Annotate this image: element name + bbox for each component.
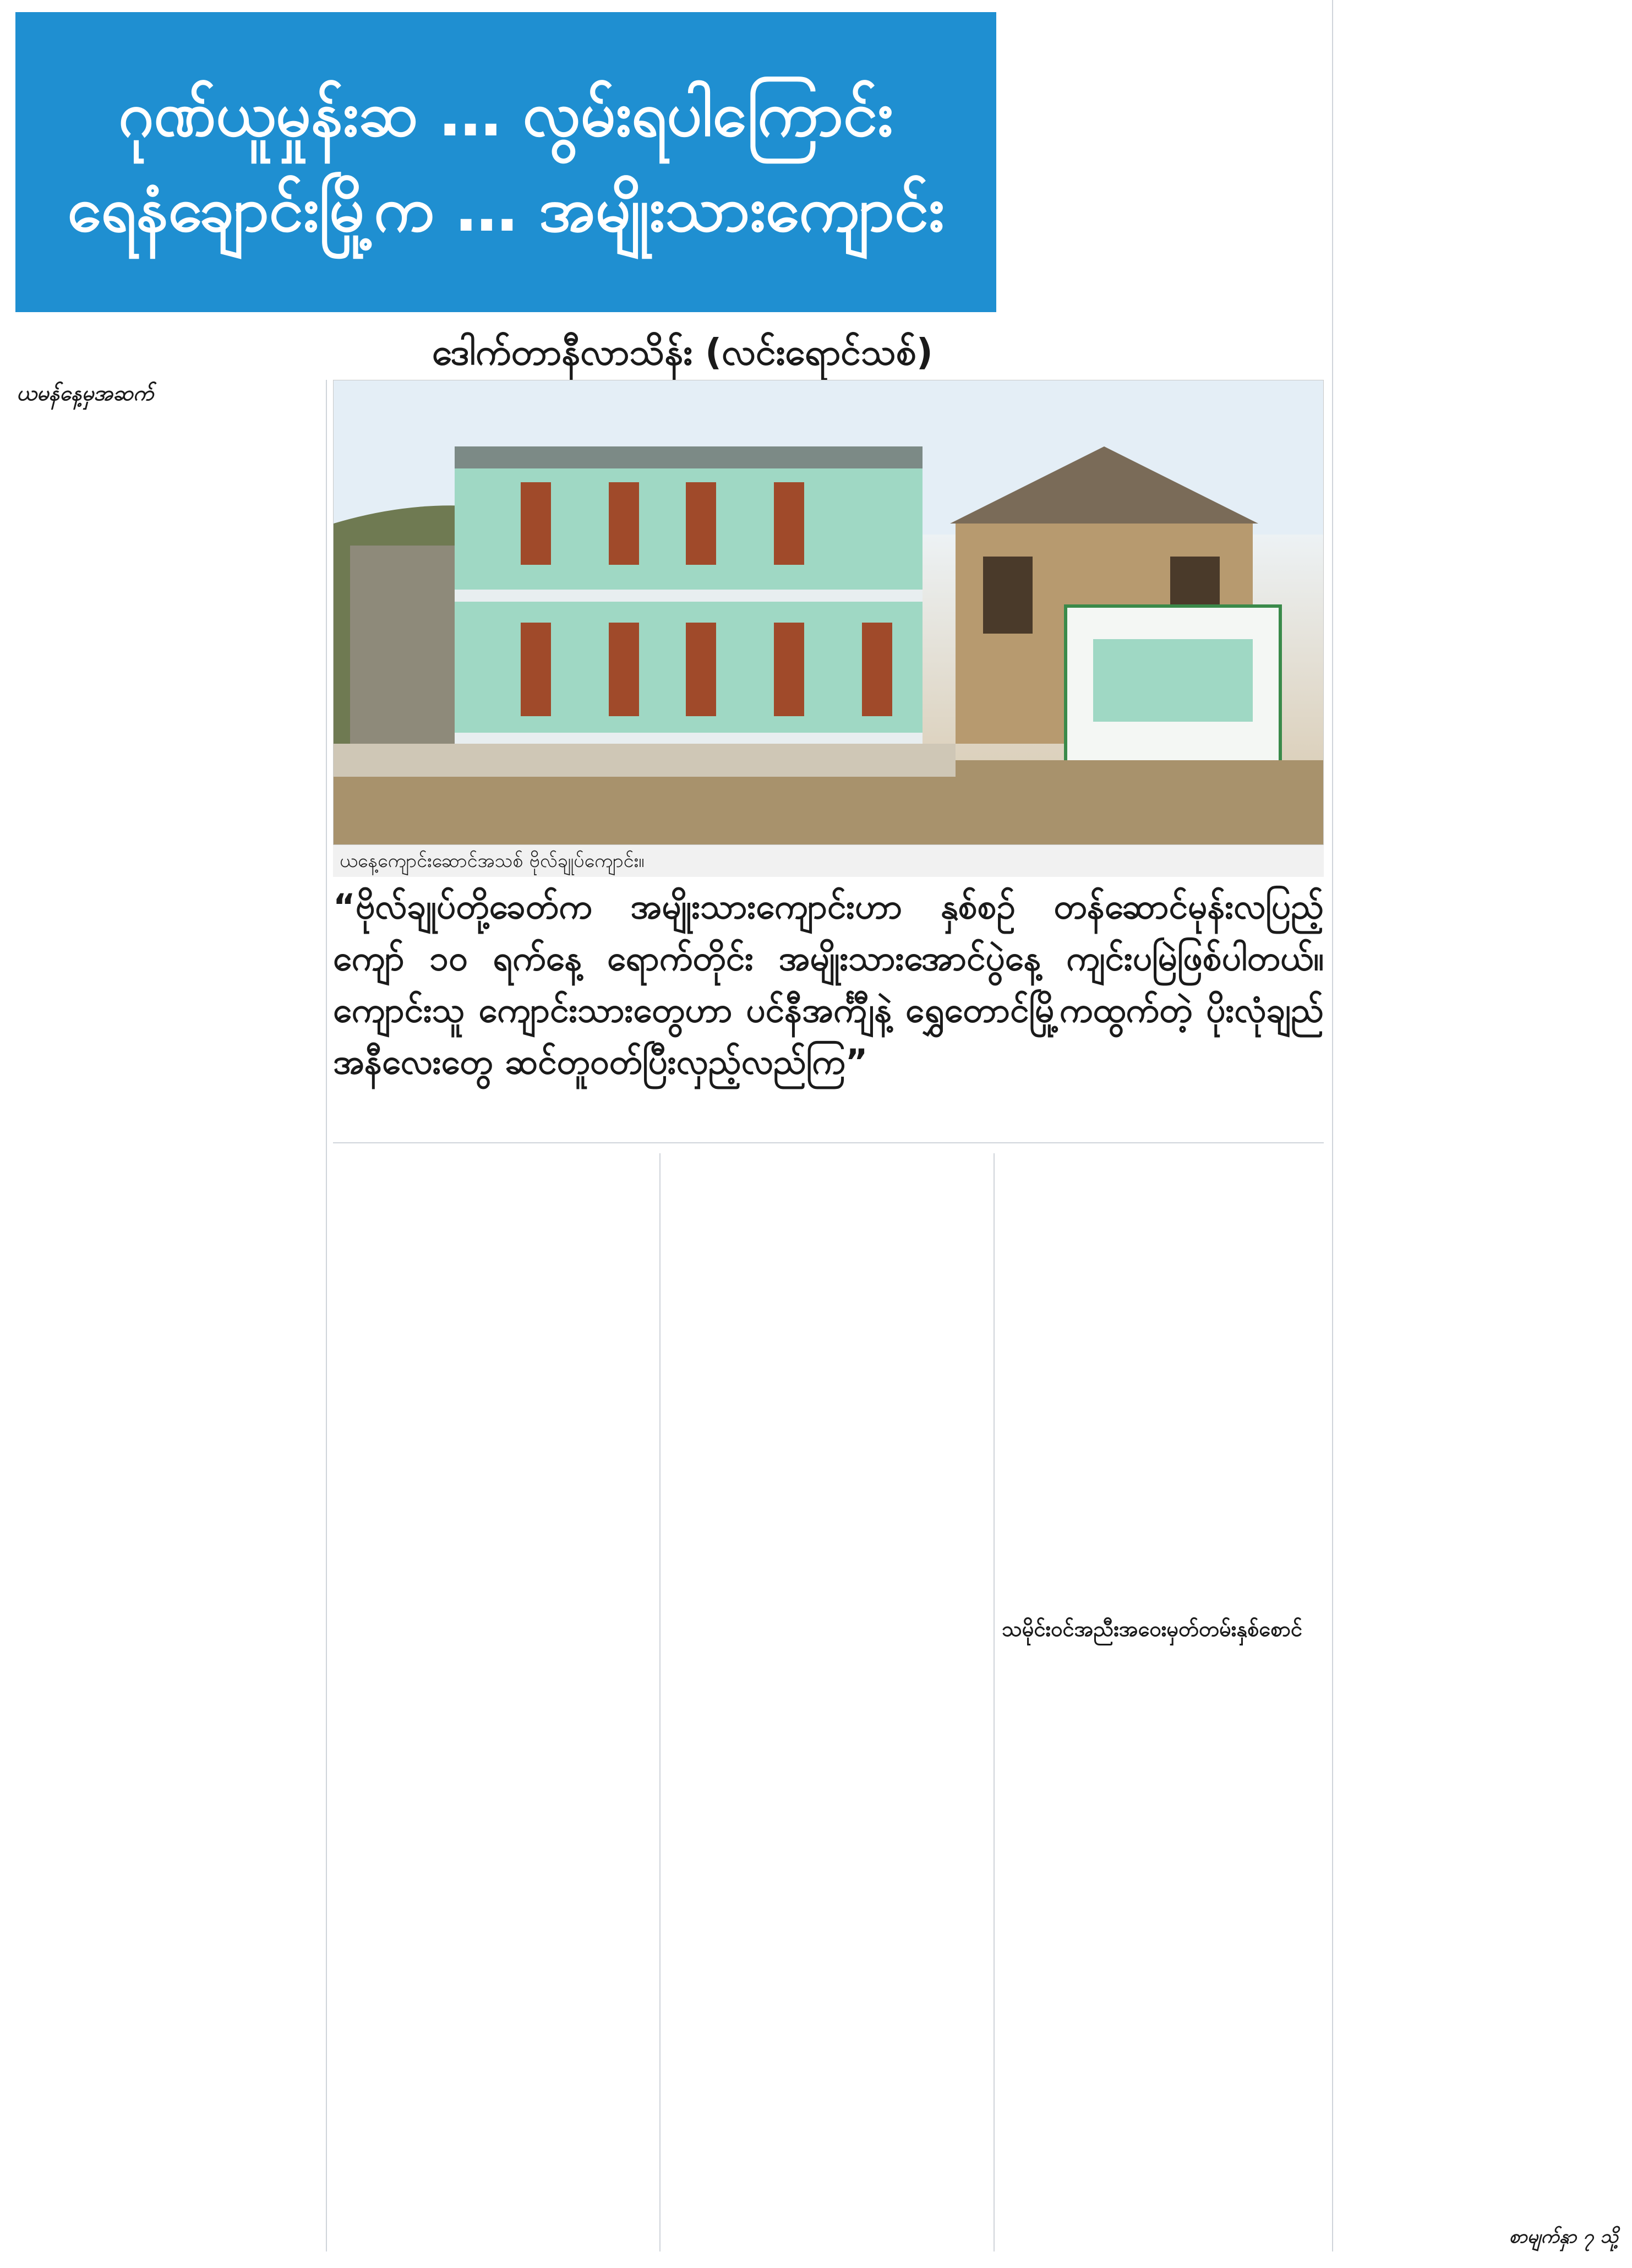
section-heading: ယမန်နေ့မှအဆက်: [17, 381, 154, 405]
column-divider: [659, 1153, 661, 2251]
left-column-text: [17, 410, 322, 2251]
headline-line-2: ရေနံချောင်းမြို့က … အမျိုးသားကျောင်း: [67, 173, 945, 246]
school-photo: [333, 380, 1324, 845]
continued-on-page: စာမျက်နှာ ၇ သို့: [1509, 2226, 1618, 2248]
middle-column-a-text: [333, 1153, 652, 2251]
middle-column-c-text: [1002, 1153, 1324, 1605]
photo-caption: ယနေ့ကျောင်းဆောင်အသစ် ဗိုလ်ချုပ်ကျောင်း။: [333, 845, 1324, 877]
middle-column-c-lower-text: [1002, 1654, 1324, 2251]
headline-banner: [15, 12, 996, 312]
column-divider: [994, 1153, 995, 2251]
column-divider: [1332, 0, 1333, 2251]
school-building-illustration: [334, 380, 1324, 845]
right-column-top-text: [1340, 14, 1618, 1473]
quote-divider: [333, 1142, 1324, 1143]
subheading: သမိုင်းဝင်အညီးအဝေးမှတ်တမ်းနှစ်စောင်: [1002, 1617, 1303, 1641]
pull-quote: “ဗိုလ်ချုပ်တို့ခေတ်က အမျိုးသားကျောင်းဟာ နှစ်စဉ် တန်ဆောင်မုန်းလပြည့် ကျော် ၁၀ ရက်နေ့ ရောက်တိုင်း အမျိုးသားအောင်ပွဲနေ့ ကျင်းပမြဲဖြစ်ပါတယ်။ ကျောင်းသူ ကျောင်းသားတွေဟာ ပင်နီအင်္ကျီနဲ့ ရွှေတောင်မြို့ကထွက်တဲ့ ပိုးလုံချည်အနီလေးတွေ ဆင်တူဝတ်ပြီးလှည့်လည်ကြ”: [333, 886, 1324, 1082]
right-column-bottom-text: [1340, 1481, 1618, 2218]
column-divider: [326, 380, 327, 2251]
byline: ဒေါက်တာနီလာသိန်း (လင်းရောင်သစ်): [432, 331, 933, 373]
headline-line-1: ဂုဏ်ယူမှုန်းဆ … လွမ်းရပါကြောင်း: [118, 78, 893, 150]
middle-column-b-text: [667, 1153, 986, 2251]
